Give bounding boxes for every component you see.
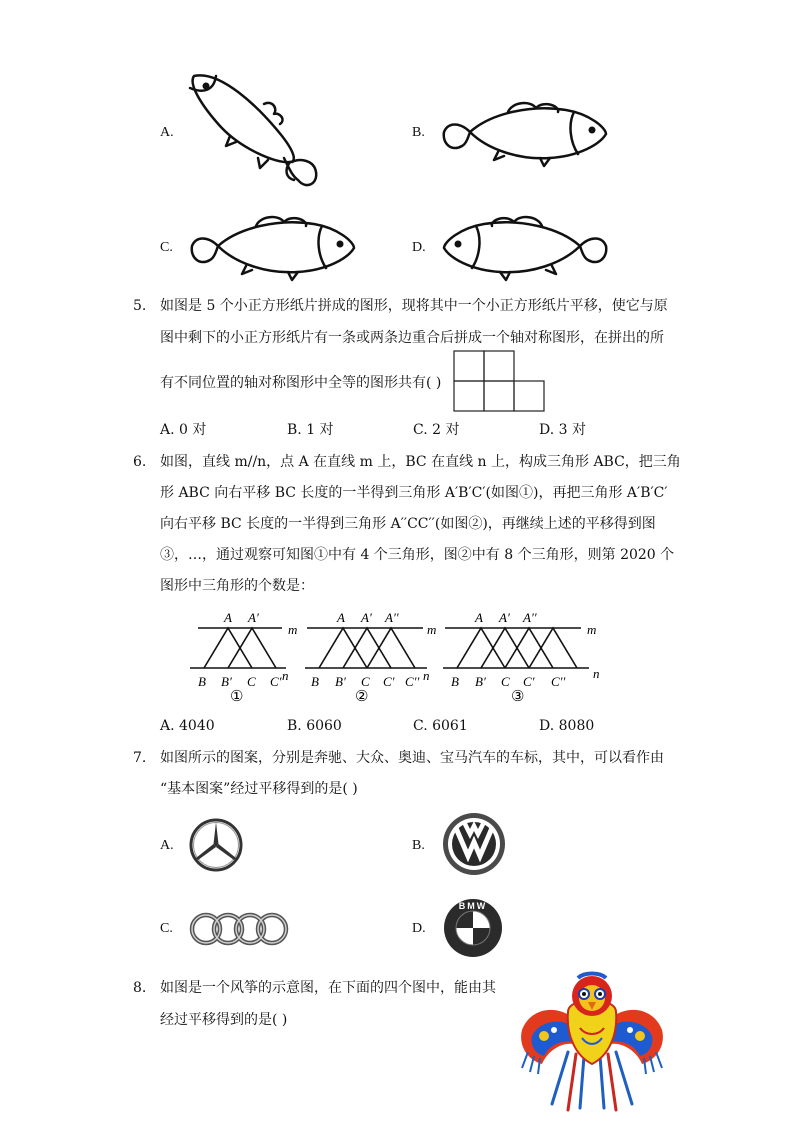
label-A-double-prime: A′′ bbox=[385, 610, 399, 625]
label-C: C bbox=[247, 674, 256, 689]
label-A-prime: A′ bbox=[248, 610, 259, 625]
label-m: m bbox=[288, 622, 298, 637]
label-B-prime: B′ bbox=[475, 674, 486, 689]
label-n: n bbox=[423, 668, 430, 683]
bmw-logo-text: BMW bbox=[458, 901, 488, 911]
question-text-line: 经过平移得到的是( ) bbox=[160, 1012, 288, 1028]
label-A: A bbox=[475, 610, 483, 625]
question-text-line: 有不同位置的轴对称图形中全等的图形共有( ) bbox=[160, 375, 442, 391]
label-n: n bbox=[282, 668, 289, 683]
q4-option-c-label: C. bbox=[160, 240, 173, 255]
label-m: m bbox=[587, 622, 597, 637]
question-text-line: 向右平移 BC 长度的一半得到三角形 A′′CC′′(如图②)，再继续上述的平移得到图 bbox=[160, 516, 656, 532]
label-B: B bbox=[311, 674, 319, 689]
question-text-line: 图形中三角形的个数是： bbox=[160, 578, 314, 594]
question-text-line: 如图所示的图案，分别是奔驰、大众、奥迪、宝马汽车的车标，其中，可以看作由 bbox=[160, 750, 664, 766]
option-a[interactable]: A. 0 对 bbox=[160, 422, 207, 438]
triangle-figure-1 bbox=[190, 610, 305, 705]
q4-option-a-label: A. bbox=[160, 125, 174, 140]
question-text-line: “基本图案”经过平移得到的是( ) bbox=[160, 781, 358, 797]
label-B-prime: B′ bbox=[221, 674, 232, 689]
label-m: m bbox=[427, 622, 437, 637]
question-number: 6. bbox=[133, 454, 147, 470]
question-text-line: 如图，直线 m//n，点 A 在直线 m 上，BC 在直线 n 上，构成三角形 ABC，把三角 bbox=[160, 454, 681, 470]
volkswagen-logo-icon bbox=[442, 812, 506, 876]
question-text-line: 图中剩下的小正方形纸片有一条或两条边重合后拼成一个轴对称图形，在拼出的所 bbox=[160, 330, 664, 346]
circled-label: ② bbox=[355, 687, 369, 705]
label-A-prime: A′ bbox=[499, 610, 510, 625]
label-C-prime: C′ bbox=[383, 674, 395, 689]
option-c[interactable]: C. 6061 bbox=[413, 718, 468, 734]
fish-right-icon bbox=[188, 212, 358, 282]
fish-right-icon bbox=[440, 98, 610, 168]
option-d[interactable]: D. 8080 bbox=[539, 718, 595, 734]
question-text-line: 如图是一个风筝的示意图，在下面的四个图中，能由其 bbox=[160, 980, 496, 996]
audi-logo-icon bbox=[188, 911, 288, 947]
label-C-prime: C′ bbox=[523, 674, 535, 689]
mercedes-logo-icon bbox=[188, 817, 244, 873]
option-a[interactable]: A. 4040 bbox=[160, 718, 215, 734]
label-A-prime: A′ bbox=[361, 610, 372, 625]
q7-option-a-label: A. bbox=[160, 838, 174, 853]
q7-option-b-label: B. bbox=[412, 838, 425, 853]
label-C: C bbox=[501, 674, 510, 689]
question-text-line: 如图是 5 个小正方形纸片拼成的图形，现将其中一个小正方形纸片平移，使它与原 bbox=[160, 298, 668, 314]
label-n: n bbox=[593, 666, 600, 681]
q7-option-c-label: C. bbox=[160, 921, 173, 936]
label-C-double-prime: C′′ bbox=[551, 674, 566, 689]
fish-diagonal-icon bbox=[180, 66, 330, 196]
option-b[interactable]: B. 1 对 bbox=[287, 422, 334, 438]
triangle-figure-3 bbox=[443, 610, 608, 705]
option-d[interactable]: D. 3 对 bbox=[539, 422, 586, 438]
question-number: 5. bbox=[133, 298, 147, 314]
label-A: A bbox=[224, 610, 232, 625]
label-C: C bbox=[361, 674, 370, 689]
question-text-line: 形 ABC 向右平移 BC 长度的一半得到三角形 A′B′C′(如图①)，再把三角形 A′B′C′ bbox=[160, 485, 668, 501]
fish-left-icon bbox=[440, 212, 610, 282]
option-b[interactable]: B. 6060 bbox=[287, 718, 342, 734]
q4-option-d-label: D. bbox=[412, 240, 426, 255]
circled-label: ③ bbox=[511, 687, 525, 705]
kite-bird-image bbox=[518, 972, 666, 1112]
bmw-logo-icon bbox=[443, 898, 503, 958]
five-squares-figure bbox=[453, 350, 545, 412]
label-B: B bbox=[451, 674, 459, 689]
label-A: A bbox=[337, 610, 345, 625]
question-number: 7. bbox=[133, 750, 147, 766]
label-A-double-prime: A′′ bbox=[523, 610, 537, 625]
label-C-prime: C′ bbox=[270, 674, 282, 689]
label-C-double-prime: C′′ bbox=[405, 674, 420, 689]
q7-option-d-label: D. bbox=[412, 921, 426, 936]
option-c[interactable]: C. 2 对 bbox=[413, 422, 460, 438]
label-B: B bbox=[198, 674, 206, 689]
question-text-line: ③，…，通过观察可知图①中有 4 个三角形，图②中有 8 个三角形，则第 2020 个 bbox=[160, 547, 675, 563]
circled-label: ① bbox=[230, 687, 244, 705]
question-number: 8. bbox=[133, 980, 147, 996]
label-B-prime: B′ bbox=[335, 674, 346, 689]
q4-option-b-label: B. bbox=[412, 125, 425, 140]
triangle-figure-2 bbox=[305, 610, 440, 705]
